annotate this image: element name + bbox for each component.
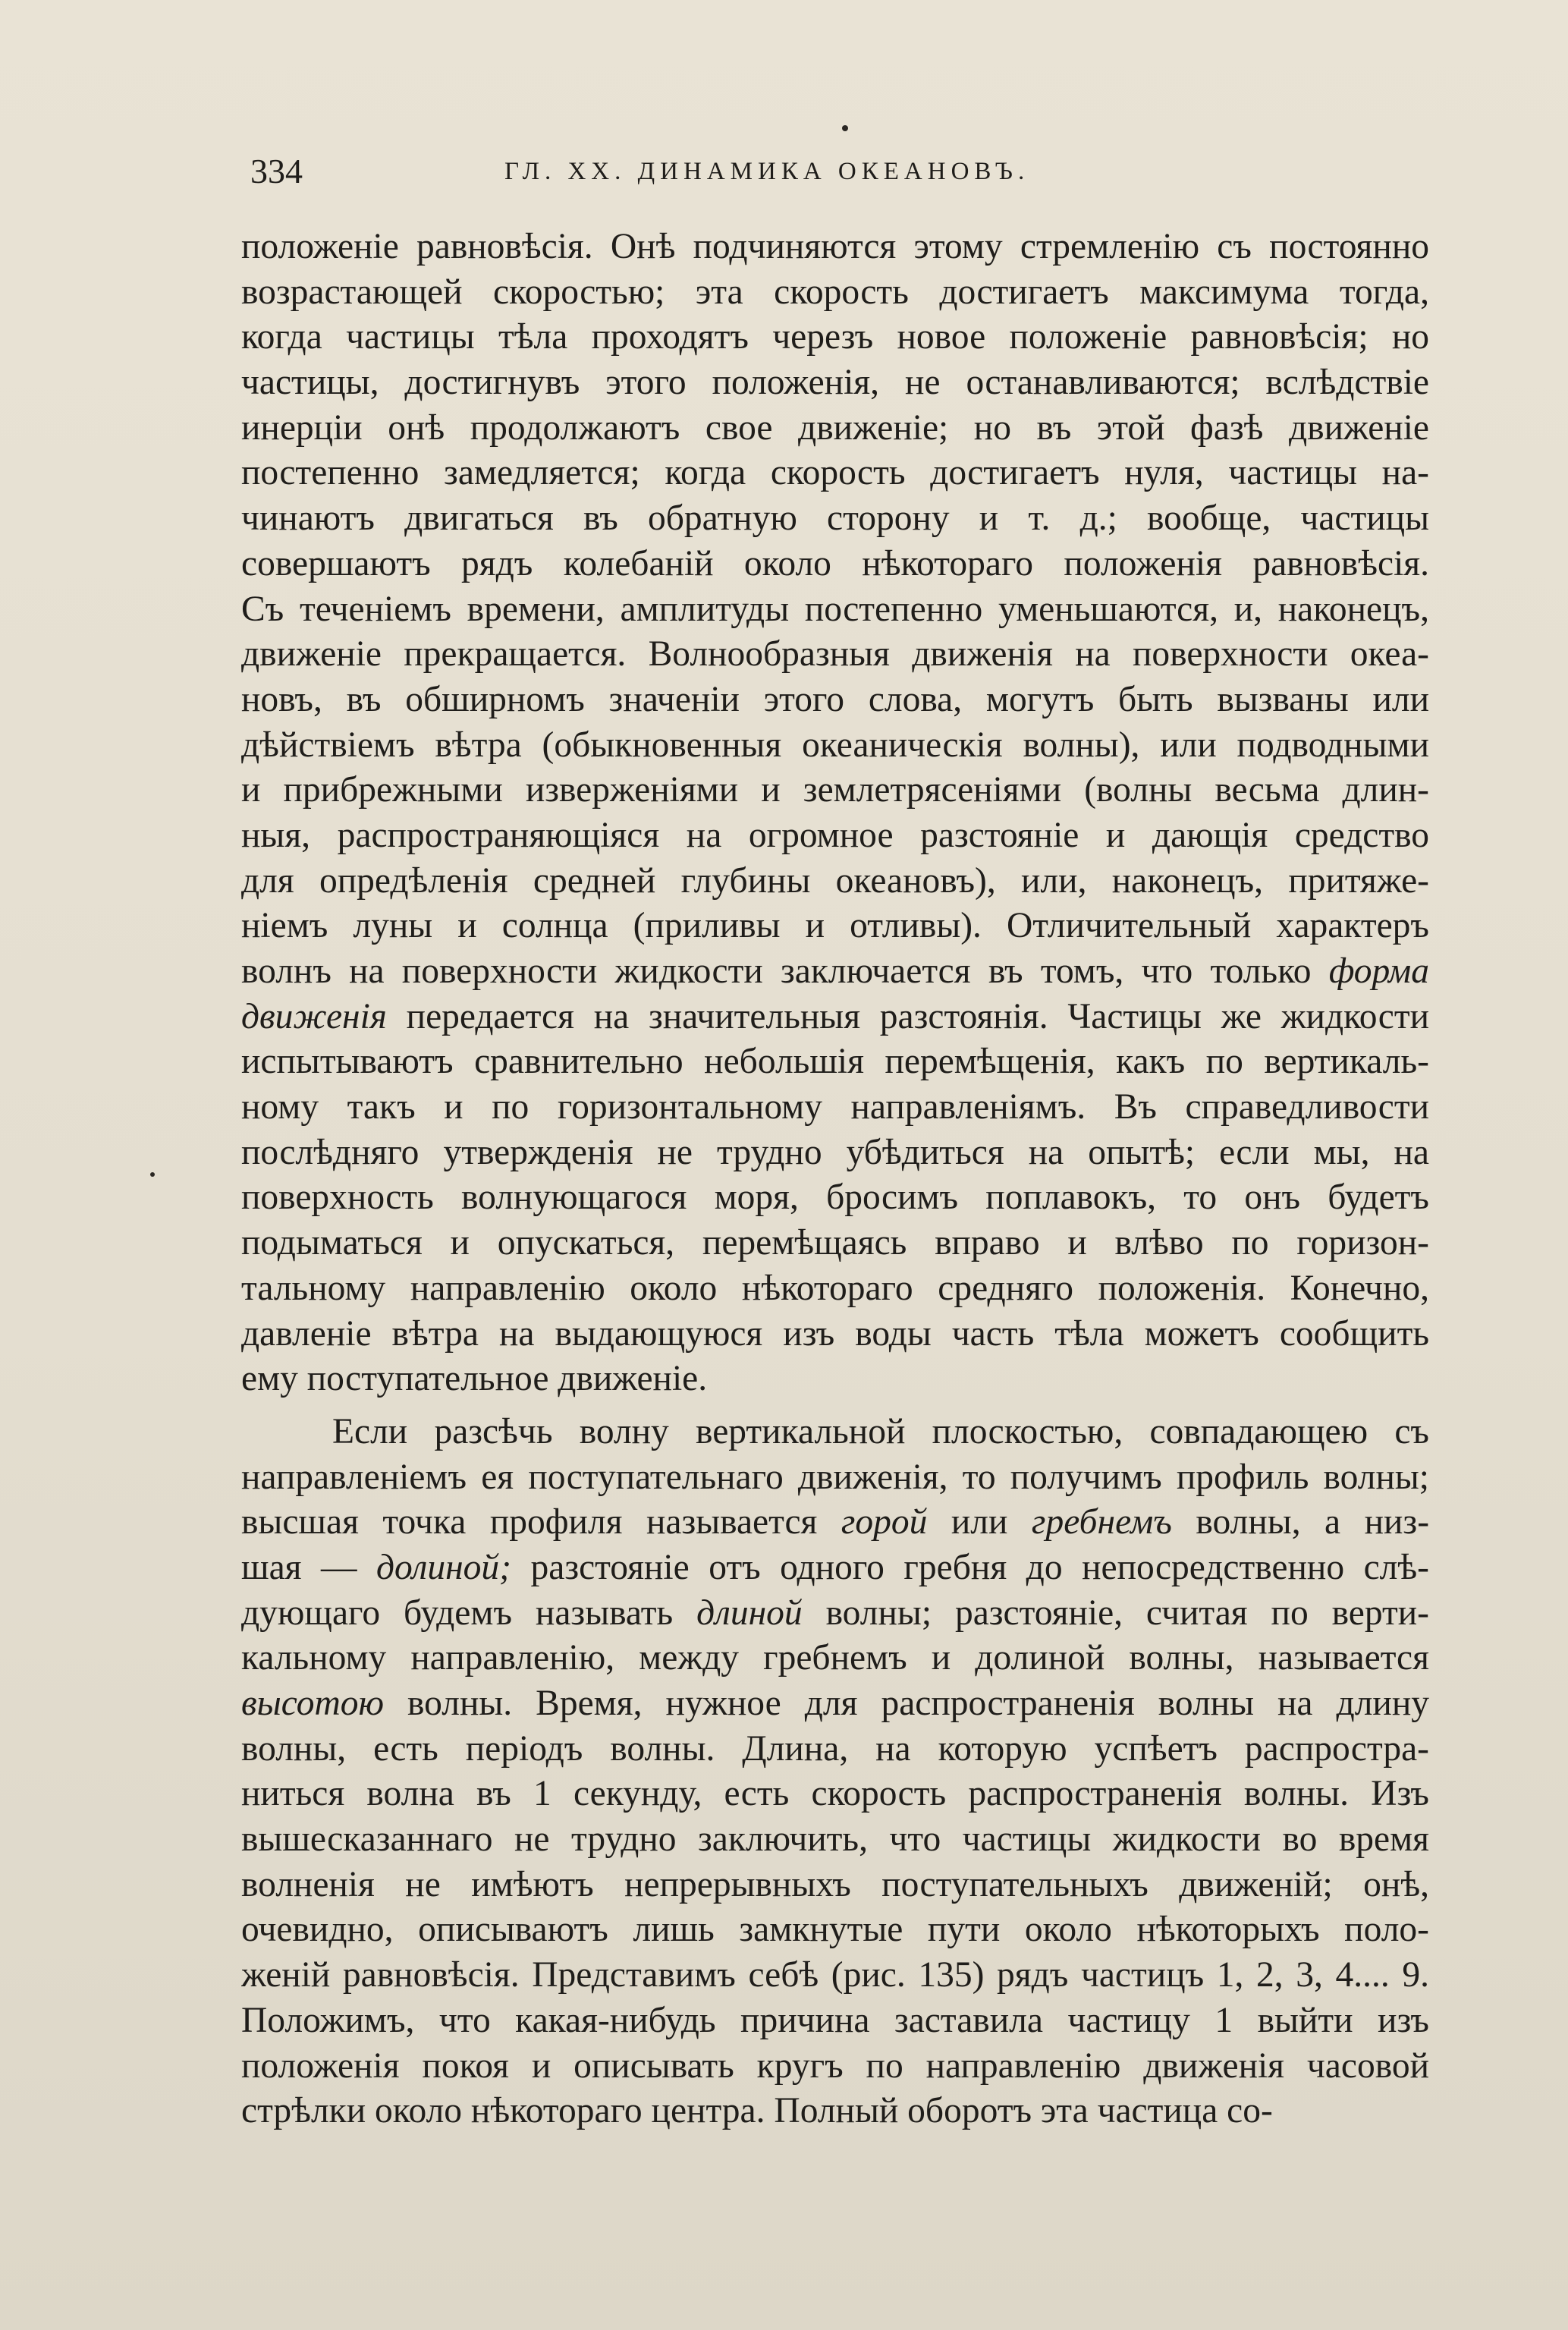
- text-line: [241, 587, 1429, 633]
- text-run: разстояніе отъ одного гребня до непосредственно слѣ-: [511, 1547, 1429, 1587]
- text-line: [241, 2044, 1429, 2089]
- text-run: волны. Время, нужное для распространенія волны на длину: [383, 1684, 1429, 1723]
- text-line: [241, 1039, 1429, 1085]
- paragraph-gap: [241, 1402, 1429, 1410]
- text-run: Если разсѣчь волну вертикальной плоскостью, совпадающею съ: [332, 1411, 1429, 1451]
- text-line: [241, 1772, 1429, 1817]
- text-line: [241, 1681, 1429, 1727]
- italic-term: гребнемъ: [1031, 1502, 1172, 1542]
- paragraph: [241, 1410, 1429, 2134]
- running-head: ГЛ. XX. ДИНАМИКА ОКЕАНОВЪ.: [504, 158, 1030, 185]
- text-line: [241, 542, 1429, 587]
- text-line: [241, 1591, 1429, 1637]
- italic-term: высотою: [241, 1684, 384, 1723]
- body-text: [241, 225, 1429, 2134]
- text-run: ныя, распространяющіяся на огромное разстояніе и дающія средство: [241, 815, 1429, 855]
- text-run: испытываютъ сравнительно небольшія перемѣщенія, какъ по вертикаль-: [241, 1042, 1429, 1082]
- text-run: подыматься и опускаться, перемѣщаясь вправо и влѣво по горизон-: [241, 1223, 1429, 1263]
- text-run: дующаго будемъ называть: [241, 1593, 697, 1633]
- text-run: движеніе прекращается. Волнообразныя движенія на поверхности океа-: [241, 634, 1429, 674]
- text-line: [241, 1410, 1429, 1455]
- text-line: [241, 1266, 1429, 1312]
- text-line: [241, 813, 1429, 859]
- text-line: [241, 1221, 1429, 1266]
- text-line: [241, 270, 1429, 316]
- text-line: [241, 225, 1429, 270]
- italic-term: форма: [1328, 951, 1429, 991]
- text-run: чинаютъ двигаться въ обратную сторону и т. д.; вообще, частицы: [241, 498, 1429, 539]
- text-run: стрѣлки около нѣкотораго центра. Полный оборотъ эта частица со-: [241, 2091, 1273, 2131]
- text-run: волненія не имѣютъ непрерывныхъ поступательныхъ движеній; онѣ,: [241, 1864, 1429, 1904]
- text-run: тальному направленію около нѣкотораго средняго положенія. Конечно,: [241, 1268, 1429, 1308]
- text-run: ному такъ и по горизонтальному направленіямъ. Въ справедливости: [241, 1087, 1429, 1127]
- text-line: [241, 1130, 1429, 1176]
- text-run: возрастающей скоростью; эта скорость достигаетъ максимума тогда,: [241, 272, 1429, 312]
- text-line: [241, 995, 1429, 1040]
- print-dot-margin: [150, 1172, 155, 1177]
- text-run: женій равновѣсія. Представимъ себѣ (рис. 135) рядъ частицъ 1, 2, 3, 4.... 9.: [241, 1955, 1429, 1995]
- page-number: 334: [250, 152, 303, 190]
- text-run: волнъ на поверхности жидкости заключается въ томъ, что только: [241, 951, 1329, 991]
- text-run: положенія покоя и описывать кругъ по направленію движенія часовой: [241, 2045, 1429, 2086]
- text-line: [241, 1357, 1429, 1402]
- text-run: Съ теченіемъ времени, амплитуды постепенно уменьшаются, и, наконецъ,: [241, 589, 1429, 629]
- text-line: [241, 1907, 1429, 1953]
- text-line: [241, 1545, 1429, 1591]
- text-line: [241, 949, 1429, 995]
- text-run: для опредѣленія средней глубины океановъ), или, наконецъ, притяже-: [241, 860, 1429, 901]
- text-run: вышесказаннаго не трудно заключить, что частицы жидкости во время: [241, 1819, 1429, 1860]
- text-line: [241, 859, 1429, 904]
- text-line: [241, 1727, 1429, 1772]
- text-run: волны; разстояніе, считая по верти-: [802, 1593, 1429, 1633]
- text-line: [241, 1953, 1429, 1998]
- italic-term: долиной;: [376, 1547, 511, 1587]
- text-run: постепенно замедляется; когда скорость достигаетъ нуля, частицы на-: [241, 453, 1429, 493]
- text-line: [241, 1455, 1429, 1501]
- text-line: [241, 1085, 1429, 1130]
- text-run: совершаютъ рядъ колебаній около нѣкотораго положенія равновѣсія.: [241, 543, 1429, 583]
- text-run: инерціи онѣ продолжаютъ свое движеніе; но въ этой фазѣ движеніе: [241, 407, 1429, 448]
- text-line: [241, 1500, 1429, 1545]
- page-header: [250, 149, 1434, 194]
- text-run: частицы, достигнувъ этого положенія, не останавливаются; вслѣдствіе: [241, 363, 1429, 403]
- italic-term: горой: [841, 1502, 928, 1542]
- text-run: волны, а низ-: [1171, 1502, 1429, 1542]
- text-run: волны, есть періодъ волны. Длина, на которую успѣетъ распростра-: [241, 1728, 1429, 1769]
- italic-term: движенія: [241, 996, 387, 1036]
- text-line: [241, 768, 1429, 813]
- paragraph: [241, 225, 1429, 1402]
- italic-term: длиной: [696, 1593, 803, 1633]
- text-line: [241, 406, 1429, 451]
- text-run: послѣдняго утвержденія не трудно убѣдиться на опытѣ; если мы, на: [241, 1132, 1429, 1172]
- text-run: кальному направленію, между гребнемъ и долиной волны, называется: [241, 1638, 1429, 1678]
- text-run: ему поступательное движеніе.: [241, 1359, 708, 1399]
- text-run: высшая точка профиля называется: [241, 1502, 841, 1542]
- text-line: [241, 632, 1429, 678]
- text-line: [241, 315, 1429, 360]
- text-run: ниться волна въ 1 секунду, есть скорость распространенія волны. Изъ: [241, 1774, 1429, 1814]
- text-line: [241, 1817, 1429, 1863]
- text-run: дѣйствіемъ вѣтра (обыкновенныя океаническія волны), или подводными: [241, 725, 1429, 765]
- text-run: положеніе равновѣсія. Онѣ подчиняются этому стремленію съ постоянно: [241, 227, 1429, 266]
- text-line: [241, 1998, 1429, 2044]
- text-run: и прибрежными изверженіями и землетрясеніями (волны весьма длин-: [241, 770, 1429, 810]
- text-run: Положимъ, что какая-нибудь причина заставила частицу 1 выйти изъ: [241, 2000, 1429, 2040]
- text-line: [241, 451, 1429, 496]
- print-dot-top: [842, 125, 848, 131]
- text-line: [241, 723, 1429, 769]
- text-run: или: [927, 1502, 1032, 1542]
- text-line: [241, 904, 1429, 949]
- text-run: очевидно, описываютъ лишь замкнутые пути около нѣкоторыхъ поло-: [241, 1910, 1429, 1950]
- text-line: [241, 2089, 1429, 2134]
- text-line: [241, 1863, 1429, 1908]
- text-run: направленіемъ ея поступательнаго движенія, то получимъ профиль волны;: [241, 1457, 1429, 1497]
- text-line: [241, 678, 1429, 723]
- text-run: передается на значительныя разстоянія. Частицы же жидкости: [386, 996, 1429, 1036]
- text-run: когда частицы тѣла проходятъ черезъ новое положеніе равновѣсія; но: [241, 317, 1429, 357]
- text-line: [241, 360, 1429, 406]
- text-run: поверхность волнующагося моря, бросимъ поплавокъ, то онъ будетъ: [241, 1178, 1429, 1218]
- text-line: [241, 1175, 1429, 1221]
- text-line: [241, 1312, 1429, 1357]
- text-run: давленіе вѣтра на выдающуюся изъ воды часть тѣла можетъ сообщить: [241, 1313, 1429, 1354]
- text-run: новъ, въ обширномъ значеніи этого слова, могутъ быть вызваны или: [241, 679, 1429, 719]
- text-run: ніемъ луны и солнца (приливы и отливы). Отличительный характеръ: [241, 906, 1429, 946]
- text-run: шая —: [241, 1547, 377, 1587]
- text-line: [241, 1636, 1429, 1681]
- text-line: [241, 496, 1429, 542]
